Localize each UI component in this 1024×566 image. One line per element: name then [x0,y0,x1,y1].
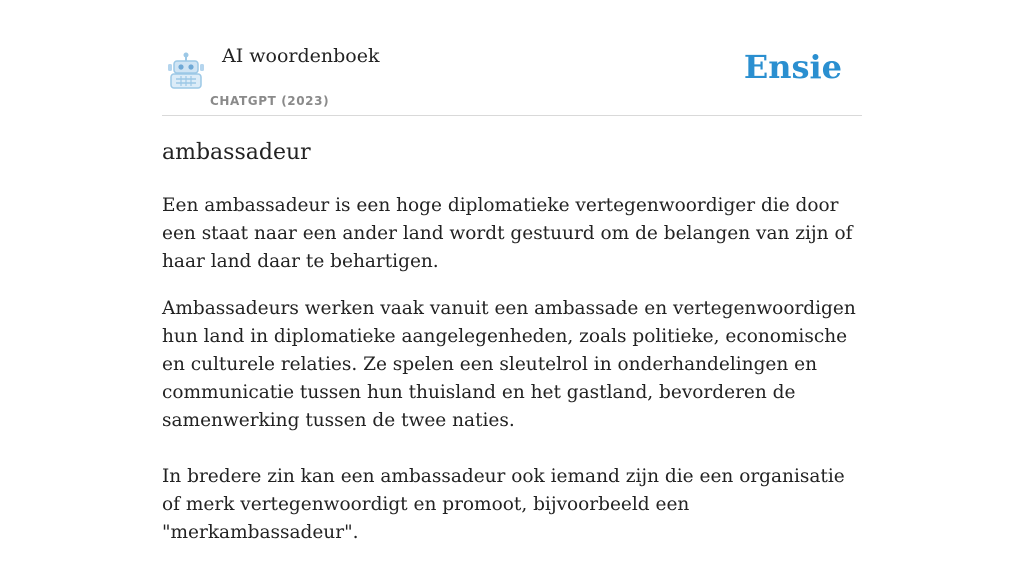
entry-term: ambassadeur [162,140,311,165]
definition-paragraph: Ambassadeurs werken vaak vanuit een ambassade en vertegenwoordigen hun land in diplomatieke aangelegenheden, zoals politieke, economische en culturele relaties. Ze spelen een sleutelrol in onderhandelingen en communicatie tussen hun thuisland en het gastland, bevorderen de samenwerking tussen de twee naties. In bredere zin kan een ambassadeur ook iemand zijn die een organisatie of merk vertegenwoordigt en promoot, bijvoorbeeld een "merkambassadeur". [162,298,856,543]
dictionary-header [162,0,862,116]
robot-icon [166,52,206,90]
definition-paragraph: Een ambassadeur is een hoge diplomatieke vertegenwoordiger die door een staat naar een ander land wordt gestuurd om de belangen van zijn of haar land daar te behartigen. [162,195,853,272]
brand-logo[interactable]: Ensie [743,48,842,86]
dictionary-source: CHATGPT (2023) [210,94,330,108]
entry-definition [162,192,862,566]
content-container [162,0,862,543]
dictionary-name[interactable]: AI woordenboek [222,45,380,67]
